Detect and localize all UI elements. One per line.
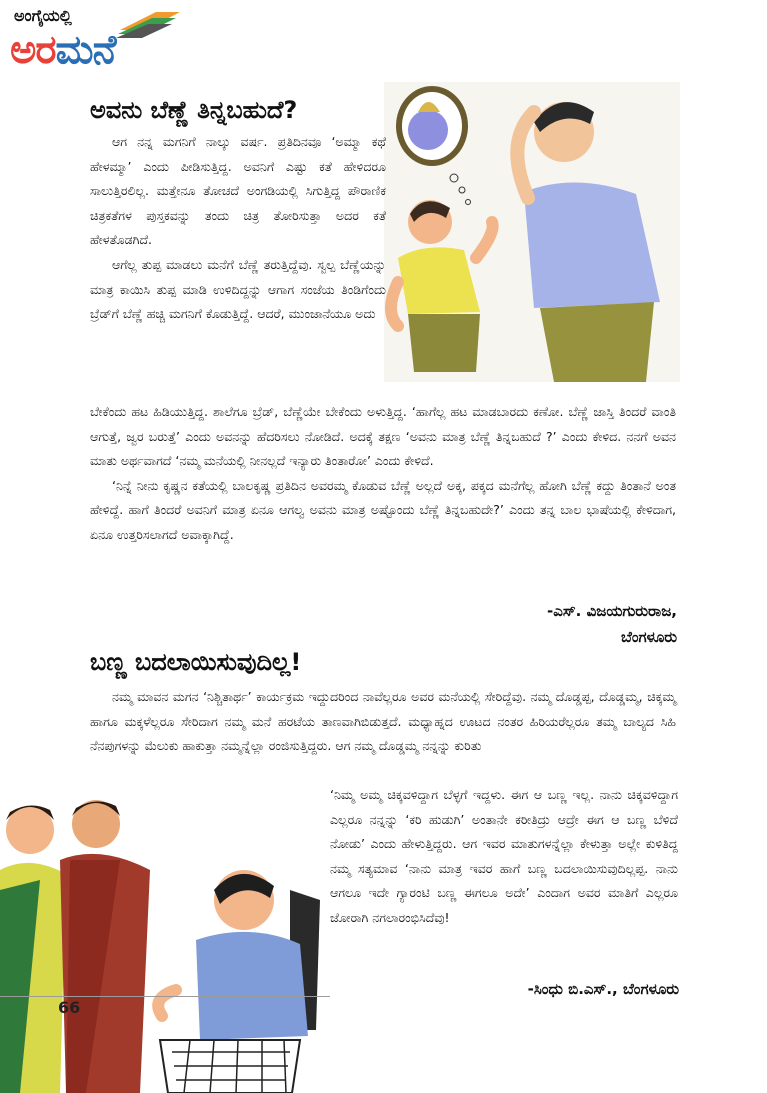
- story-1-author: -ಎಸ್. ವಿಜಯಗುರುರಾಜ,: [546, 602, 677, 620]
- man-shirt: [196, 932, 308, 1040]
- father-son-illustration: [384, 82, 680, 382]
- story-1-column: [90, 130, 386, 327]
- logo-part-3: ಮನೆ: [55, 27, 116, 73]
- story-2-column: [330, 783, 678, 931]
- story-2-paragraph-2: ‘ನಿಮ್ಮ ಅಮ್ಮ ಚಿಕ್ಕವಳಿದ್ದಾಗ ಬೆಳ್ಳಗೆ ಇದ್ದಳು. ಈಗ ಆ ಬಣ್ಣ ಇಲ್ಲ. ನಾನು ಚಿಕ್ಕವಳಿದ್ದಾಗ ಎಲ್ಲರೂ ನನ್ನನ್ನು ‘ಕರಿ ಹುಡುಗಿ’ ಅಂತಾನೇ ಕರೀತಿದ್ರು ಆದ್ರೇ ಈಗ ಆ ಬಣ್ಣ ಬೆಳಿದೆ ನೋಡು’ ಎಂದು ಹೇಳುತ್ತಿದ್ದರು. ಆಗ ಇವರ ಮಾತುಗಳನ್ನೆಲ್ಲಾ ಕೇಳುತ್ತಾ ಅಲ್ಲೇ ಕುಳಿತಿದ್ದ ನಮ್ಮ ಸತ್ಯಮಾವ ‘ನಾನು ಮಾತ್ರ ಇವರ ಹಾಗೆ ಬಣ್ಣ ಬದಲಾಯಿಸುವುದಿಲ್ಲಪ್ಪ. ನಾನು ಆಗಲೂ ಇದೇ ಗ್ಯಾರಂಟಿ ಬಣ್ಣ ಈಗಲೂ ಅದೇ’ ಎಂದಾಗ ಅವರ ಮಾತಿಗೆ ಎಲ್ಲರೂ ಜೋರಾಗಿ ನಗಲಾರಂಭಿಸಿದೆವು!: [330, 787, 678, 925]
- story-1-paragraph-3: ಬೇಕೆಂದು ಹಟ ಹಿಡಿಯುತ್ತಿದ್ದ. ಶಾಲೆಗೂ ಬ್ರೆಡ್, ಬೆಣ್ಣೆಯೇ ಬೇಕೆಂದು ಅಳುತ್ತಿದ್ದ. ‘ಹಾಗೆಲ್ಲ ಹಟ ಮಾಡಬಾರದು ಕಣೋ. ಬೆಣ್ಣೆ ಜಾಸ್ತಿ ತಿಂದರೆ ವಾಂತಿ ಆಗುತ್ತೆ, ಜ್ವರ ಬರುತ್ತೆ’ ಎಂದು ಅವನನ್ನು ಹೆದರಿಸಲು ನೋಡಿದೆ. ಅದಕ್ಕೆ ತಕ್ಷಣ ‘ಅವನು ಮಾತ್ರ ಬೆಣ್ಣೆ ತಿನ್ನಬಹುದೆ ?’ ಎಂದು ಕೇಳಿದ. ನನಗೆ ಅವನ ಮಾತು ಅರ್ಥವಾಗದೆ ‘ನಮ್ಮ ಮನೆಯಲ್ಲಿ ನೀನಲ್ಲದೆ ಇನ್ಯಾರು ತಿಂತಾರೋ’ ಎಂದು ಕೇಳಿದೆ.: [90, 404, 676, 469]
- book-logo-icon: [116, 8, 182, 38]
- logo-part-1: ಅ: [10, 27, 36, 73]
- story-1-place: ಬೆಂಗಳೂರು: [620, 628, 677, 646]
- krishna-face-icon: [408, 110, 448, 150]
- story-2-title: ಬಣ್ಣ ಬದಲಾಯಿಸುವುದಿಲ್ಲ!: [90, 648, 302, 676]
- story-1-paragraph-2: ಆಗೆಲ್ಲ ತುಪ್ಪ ಮಾಡಲು ಮನೆಗೆ ಬೆಣ್ಣೆ ತರುತ್ತಿದ್ದೆವು. ಸ್ವಲ್ಪ ಬೆಣ್ಣೆಯನ್ನು ಮಾತ್ರ ಕಾಯಿಸಿ ತುಪ್ಪ ಮಾಡಿ ಉಳಿದಿದ್ದನ್ನು ಆಗಾಗ ಸಂಜೆಯ ತಿಂಡಿಗೆಂದು ಬ್ರೆಡ್‌ಗೆ ಬೆಣ್ಣೆ ಹಚ್ಚಿ ಮಗನಿಗೆ ಕೊಡುತ್ತಿದ್ದೆ. ಆದರೆ, ಮುಂಜಾನೆಯೂ ಅದು: [90, 256, 386, 322]
- story-1-body: [90, 400, 676, 548]
- father-pants: [540, 302, 654, 382]
- story-1-signature: [547, 598, 677, 650]
- story-2-paragraph-1: ನಮ್ಮ ಮಾವನ ಮಗನ ‘ನಿಶ್ಚಿತಾರ್ಥ’ ಕಾರ್ಯಕ್ರಮ ಇದ್ದುದರಿಂದ ನಾವೆಲ್ಲರೂ ಅವರ ಮನೆಯಲ್ಲಿ ಸೇರಿದ್ದೆವು. ನಮ್ಮ ದೊಡ್ಡಪ್ಪ, ದೊಡ್ಡಮ್ಮ, ಚಿಕ್ಕಮ್ಮ ಹಾಗೂ ಮಕ್ಕಳೆಲ್ಲರೂ ಸೇರಿದಾಗ ನಮ್ಮ ಮನೆ ಹರಟೆಯ ತಾಣವಾಗಿಬಿಡುತ್ತದೆ. ಮಧ್ಯಾಹ್ನದ ಊಟದ ನಂತರ ಹಿರಿಯರೆಲ್ಲರೂ ತಮ್ಮ ಬಾಲ್ಯದ ಸಿಹಿ ನೆನಪುಗಳನ್ನು ಮೆಲುಕು ಹಾಕುತ್ತಾ ನಮ್ಮನ್ನೆಲ್ಲಾ ರಂಜಿಸುತ್ತಿದ್ದರು. ಆಗ ನಮ್ಮ ದೊಡ್ಡಮ್ಮ ನನ್ನನ್ನು ಕುರಿತು: [90, 689, 676, 754]
- family-conversation-illustration: [0, 790, 328, 1093]
- story-2-signature: -ಸಿಂಧು ಬಿ.ಎಸ್., ಬೆಂಗಳೂರು: [527, 980, 679, 998]
- boy-pants: [408, 314, 480, 372]
- story-1-title: ಅವನು ಬೆಣ್ಣೆ ತಿನ್ನಬಹುದೆ?: [90, 96, 298, 124]
- story-1-paragraph-4: ‘ನಿನ್ನೆ ನೀನು ಕೃಷ್ಣನ ಕತೆಯಲ್ಲಿ ಬಾಲಕೃಷ್ಣ ಪ್ರತಿದಿನ ಅವರಮ್ಮ ಕೊಡುವ ಬೆಣ್ಣೆ ಅಲ್ಲದೆ ಅಕ್ಕ, ಪಕ್ಕದ ಮನೆಗೆಲ್ಲ ಹೋಗಿ ಬೆಣ್ಣೆ ಕದ್ದು ತಿಂತಾನೆ ಅಂತ ಹೇಳಿದ್ದೆ. ಹಾಗೆ ತಿಂದರೆ ಅವನಿಗೆ ಮಾತ್ರ ಏನೂ ಆಗಲ್ವ ಅವನು ಮಾತ್ರ ಅಷ್ಟೊಂದು ಬೆಣ್ಣೆ ತಿನ್ನಬಹುದೇ?’ ಎಂದು ತನ್ನ ಬಾಲ ಭಾಷೆಯಲ್ಲಿ ಕೇಳಿದಾಗ, ಏನೂ ಉತ್ತರಿಸಲಾಗದೆ ಅವಾಕ್ಕಾಗಿದ್ದೆ.: [90, 477, 676, 542]
- page-number: 66: [58, 998, 81, 1017]
- magazine-tagline: ಅಂಗೈಯಲ್ಲಿ: [14, 6, 72, 25]
- story-2-body: [90, 685, 676, 759]
- page-footer-rule: [0, 996, 330, 997]
- logo-part-2: ರ: [35, 27, 56, 73]
- story-1-paragraph-1: ಆಗ ನನ್ನ ಮಗನಿಗೆ ನಾಲ್ಕು ವರ್ಷ. ಪ್ರತಿದಿನವೂ ‘ಅಮ್ಮಾ ಕಥೆ ಹೇಳಮ್ಮಾ’ ಎಂದು ಪೀಡಿಸುತ್ತಿದ್ದ. ಅವನಿಗೆ ಎಷ್ಟು ಕತೆ ಹೇಳಿದರೂ ಸಾಲುತ್ತಿರಲಿಲ್ಲ. ಮತ್ತೇನೂ ತೋಚದೆ ಅಂಗಡಿಯಲ್ಲಿ ಸಿಗುತ್ತಿದ್ದ ಪೌರಾಣಿಕ ಚಿತ್ರಕತೆಗಳ ಪುಸ್ತಕವನ್ನು ತಂದು ಚಿತ್ರ ತೋರಿಸುತ್ತಾ ಅದರ ಕತೆ ಹೇಳತೊಡಗಿದೆ.: [90, 134, 386, 248]
- magazine-logo: [10, 22, 115, 78]
